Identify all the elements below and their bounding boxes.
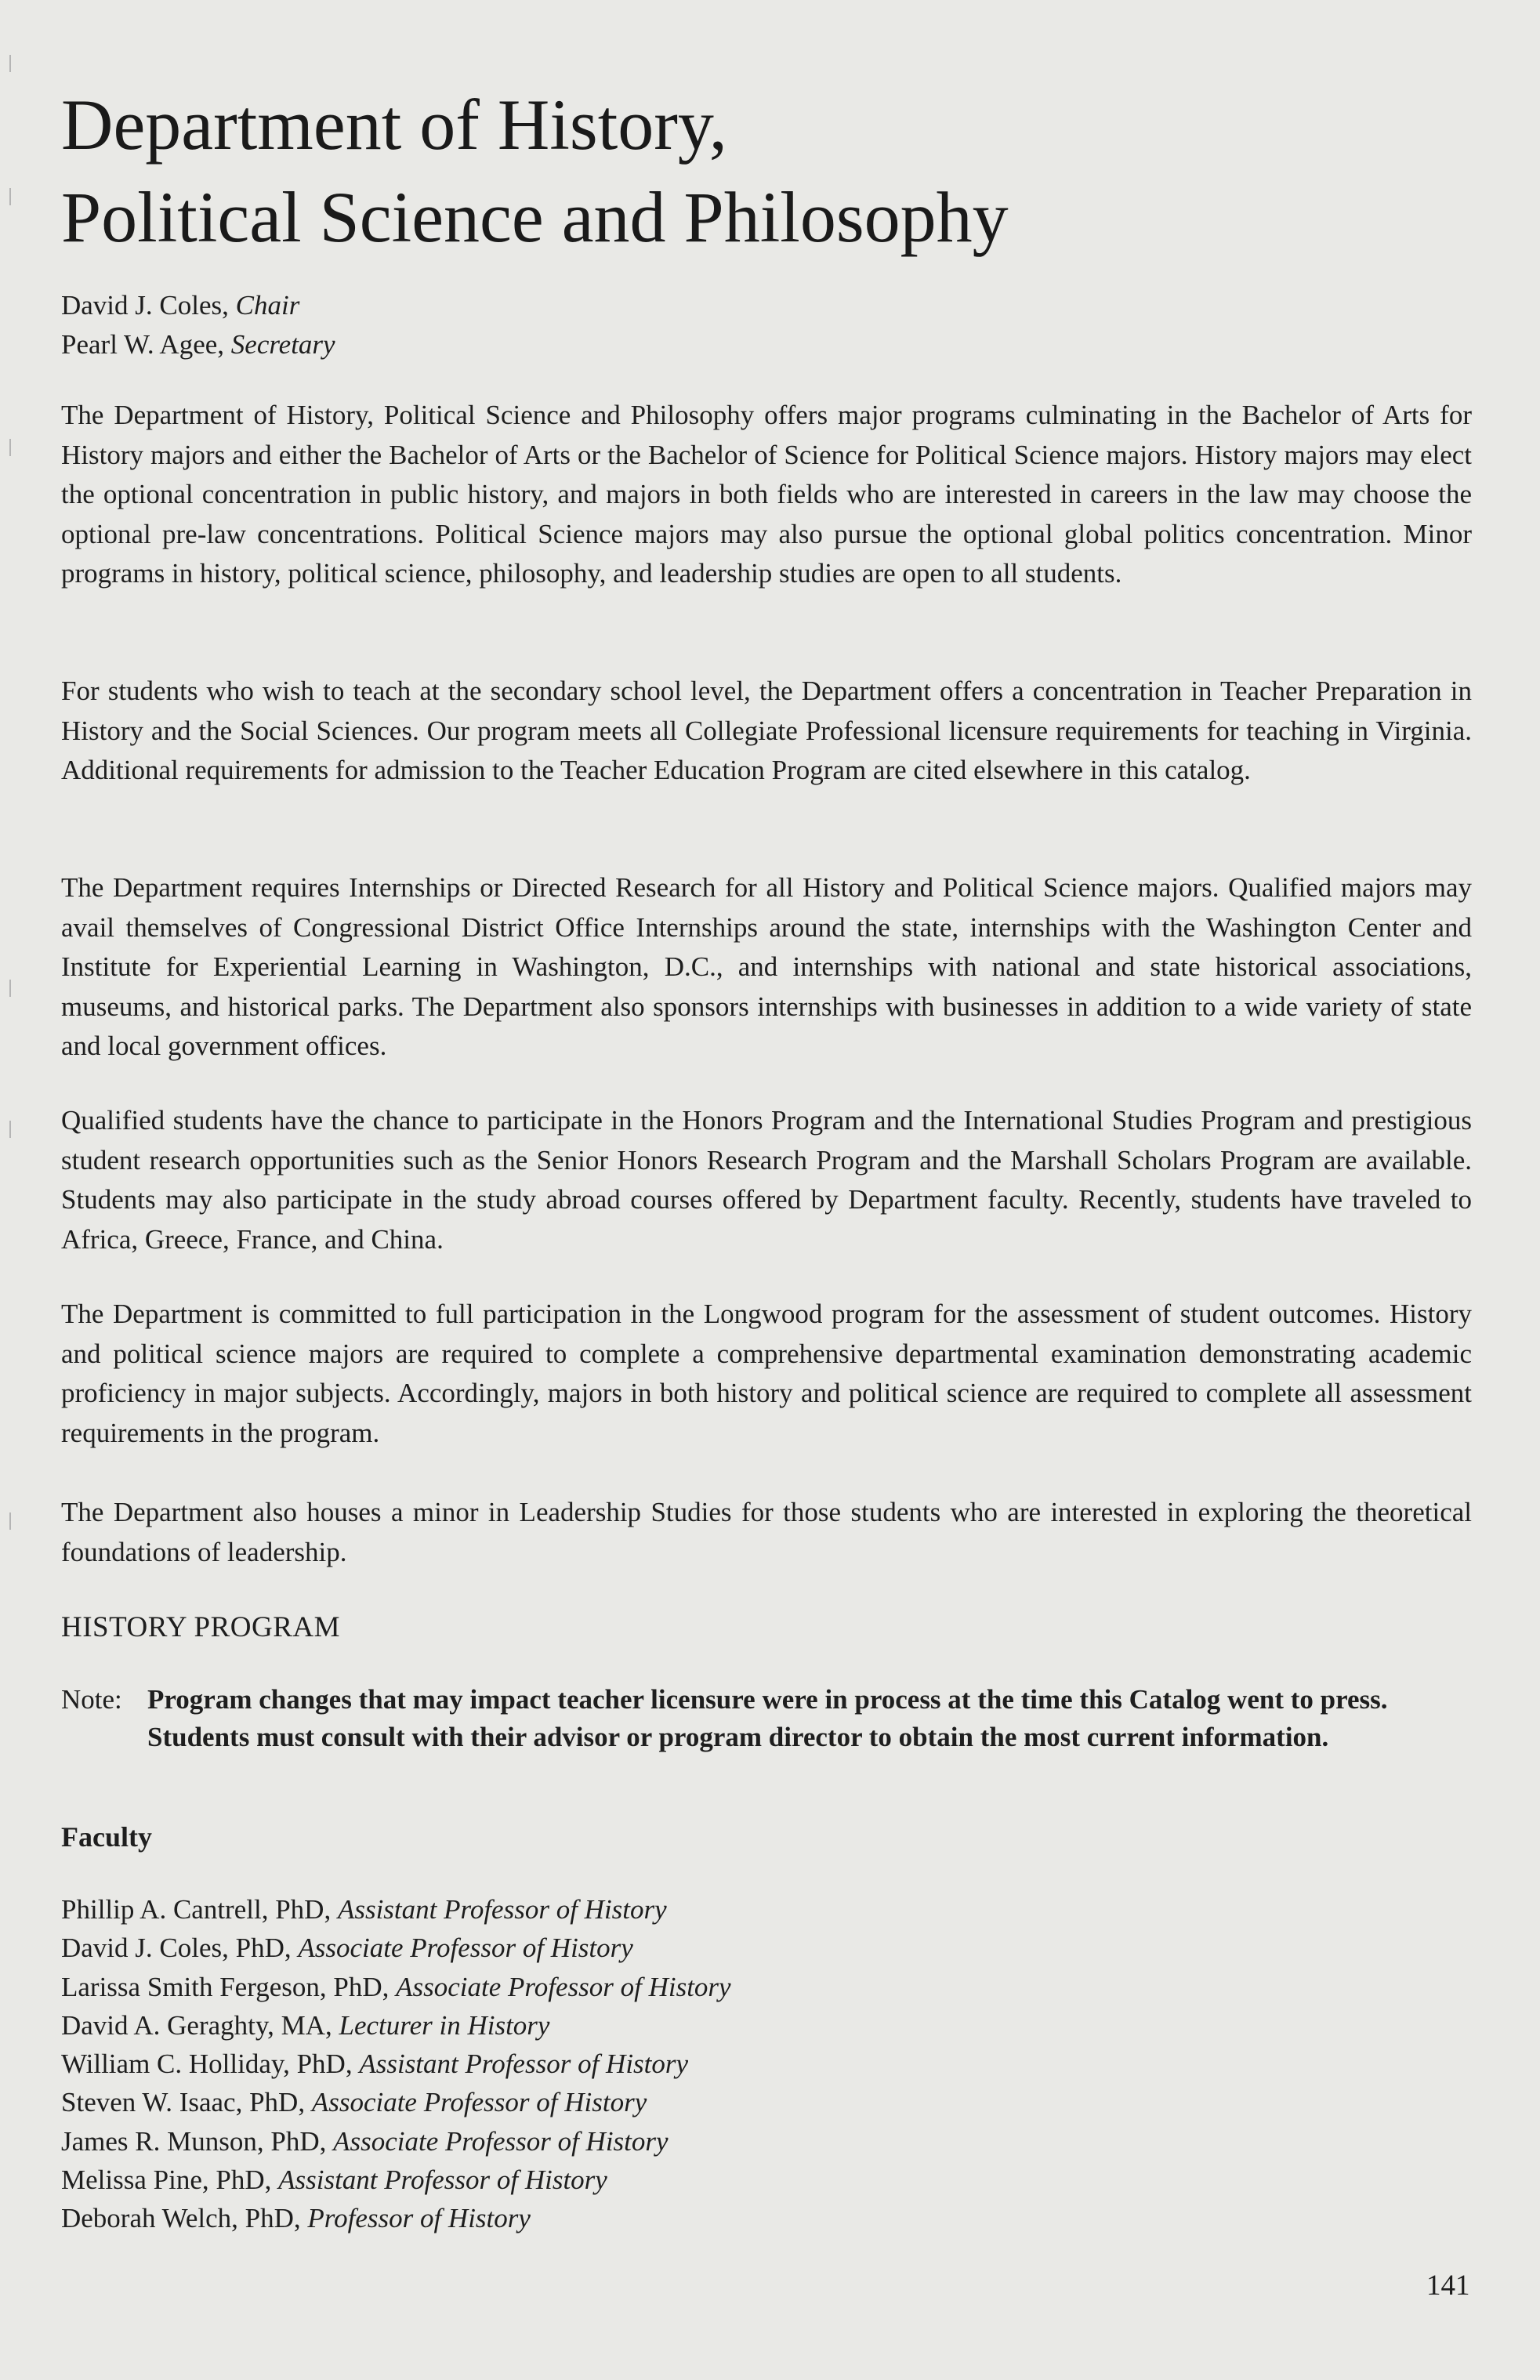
faculty-member bbox=[61, 2122, 731, 2161]
faculty-member bbox=[61, 2161, 731, 2199]
faculty-member bbox=[61, 1929, 731, 1967]
history-program-heading: HISTORY PROGRAM bbox=[61, 1611, 341, 1643]
faculty-name: Larissa Smith Fergeson, PhD, bbox=[61, 1971, 390, 2002]
faculty-title: Associate Professor of History bbox=[311, 2087, 647, 2118]
page-number: 141 bbox=[1426, 2270, 1470, 2302]
faculty-member bbox=[61, 1890, 731, 1929]
faculty-member bbox=[61, 1968, 731, 2006]
faculty-name: David J. Coles, PhD, bbox=[61, 1933, 292, 1964]
faculty-member bbox=[61, 2045, 731, 2083]
faculty-title: Assistant Professor of History bbox=[337, 1894, 667, 1925]
scan-margin-mark bbox=[9, 1512, 11, 1530]
department-staff bbox=[61, 286, 335, 364]
page-title bbox=[61, 78, 1009, 263]
faculty-title: Associate Professor of History bbox=[298, 1933, 633, 1964]
internships-paragraph: The Department requires Internships or Directed Research for all History and Political Science majors. Qualified majors may avail themselves of Congressional District Office Internships around the state, internships with the Washington Center and Institute for Experiential Learning in Washington, D.C., and internships with national and state historical associations, museums, and historical parks. The Department also sponsors internships with businesses in addition to a wide variety of state and local government offices. bbox=[61, 872, 1472, 1061]
scan-margin-mark bbox=[9, 980, 11, 997]
scan-margin-mark bbox=[9, 439, 11, 456]
staff-name: David J. Coles, bbox=[61, 290, 229, 321]
faculty-list bbox=[61, 1890, 731, 2238]
faculty-heading: Faculty bbox=[61, 1821, 152, 1853]
scan-margin-mark bbox=[9, 55, 11, 72]
staff-chair bbox=[61, 286, 335, 325]
assessment-paragraph: The Department is committed to full participation in the Longwood program for the assessment of student outcomes. History and political science majors are required to complete a comprehensive departmental examination demonstrating academic proficiency in major subjects. Accordingly, majors in both history and political science are required to complete all assessment requirements in the program. bbox=[61, 1299, 1472, 1448]
faculty-member bbox=[61, 2083, 731, 2121]
staff-name: Pearl W. Agee, bbox=[61, 329, 225, 360]
leadership-paragraph: The Department also houses a minor in Leadership Studies for those students who are interested in exploring the theoretical foundations of leadership. bbox=[61, 1497, 1472, 1567]
note-text: Program changes that may impact teacher licensure were in process at the time this Catalog went to press. Students must consult with their advisor or program director to obtain the most current information. bbox=[147, 1684, 1388, 1752]
faculty-title: Lecturer in History bbox=[339, 2009, 550, 2041]
note-label: Note: bbox=[61, 1684, 122, 1715]
faculty-name: Deborah Welch, PhD, bbox=[61, 2203, 301, 2234]
faculty-name: Phillip A. Cantrell, PhD, bbox=[61, 1894, 332, 1925]
faculty-member bbox=[61, 2006, 731, 2045]
page-title-line-1: Department of History, bbox=[61, 85, 727, 165]
intro-paragraph: The Department of History, Political Science and Philosophy offers major programs culminating in the Bachelor of Arts for History majors and either the Bachelor of Arts or the Bachelor of Science for Political Science majors. History majors may elect the optional concentration in public history, and majors in both fields who are interested in careers in the law may choose the optional pre-law concentrations. Political Science majors may also pursue the optional global politics concentration. Minor programs in history, political science, philosophy, and leadership studies are open to all students. bbox=[61, 400, 1472, 589]
scan-margin-mark bbox=[9, 1121, 11, 1138]
staff-role: Chair bbox=[235, 290, 300, 321]
faculty-title: Professor of History bbox=[307, 2203, 531, 2234]
honors-paragraph: Qualified students have the chance to participate in the Honors Program and the International Studies Program and prestigious student research opportunities such as the Senior Honors Research Program and the Marshall Scholars Program are available. Students may also participate in the study abroad courses offered by Department faculty. Recently, students have traveled to Africa, Greece, France, and China. bbox=[61, 1105, 1472, 1255]
faculty-name: James R. Munson, PhD, bbox=[61, 2125, 327, 2157]
staff-secretary bbox=[61, 325, 335, 364]
faculty-name: David A. Geraghty, MA, bbox=[61, 2009, 332, 2041]
faculty-title: Associate Professor of History bbox=[333, 2125, 669, 2157]
scan-margin-mark bbox=[9, 188, 11, 205]
faculty-title: Assistant Professor of History bbox=[359, 2049, 689, 2080]
faculty-name: Steven W. Isaac, PhD, bbox=[61, 2087, 306, 2118]
page-title-line-2: Political Science and Philosophy bbox=[61, 177, 1009, 257]
faculty-title: Associate Professor of History bbox=[396, 1971, 731, 2002]
teacher-prep-paragraph: For students who wish to teach at the secondary school level, the Department offers a concentration in Teacher Preparation in History and the Social Sciences. Our program meets all Collegiate Professional licensure requirements for teaching in Virginia. Additional requirements for admission to the Teacher Education Program are cited elsewhere in this catalog. bbox=[61, 676, 1472, 785]
faculty-name: Melissa Pine, PhD, bbox=[61, 2164, 272, 2196]
faculty-member bbox=[61, 2199, 731, 2237]
staff-role: Secretary bbox=[230, 329, 335, 360]
faculty-name: William C. Holliday, PhD, bbox=[61, 2049, 353, 2080]
faculty-title: Assistant Professor of History bbox=[278, 2164, 607, 2196]
